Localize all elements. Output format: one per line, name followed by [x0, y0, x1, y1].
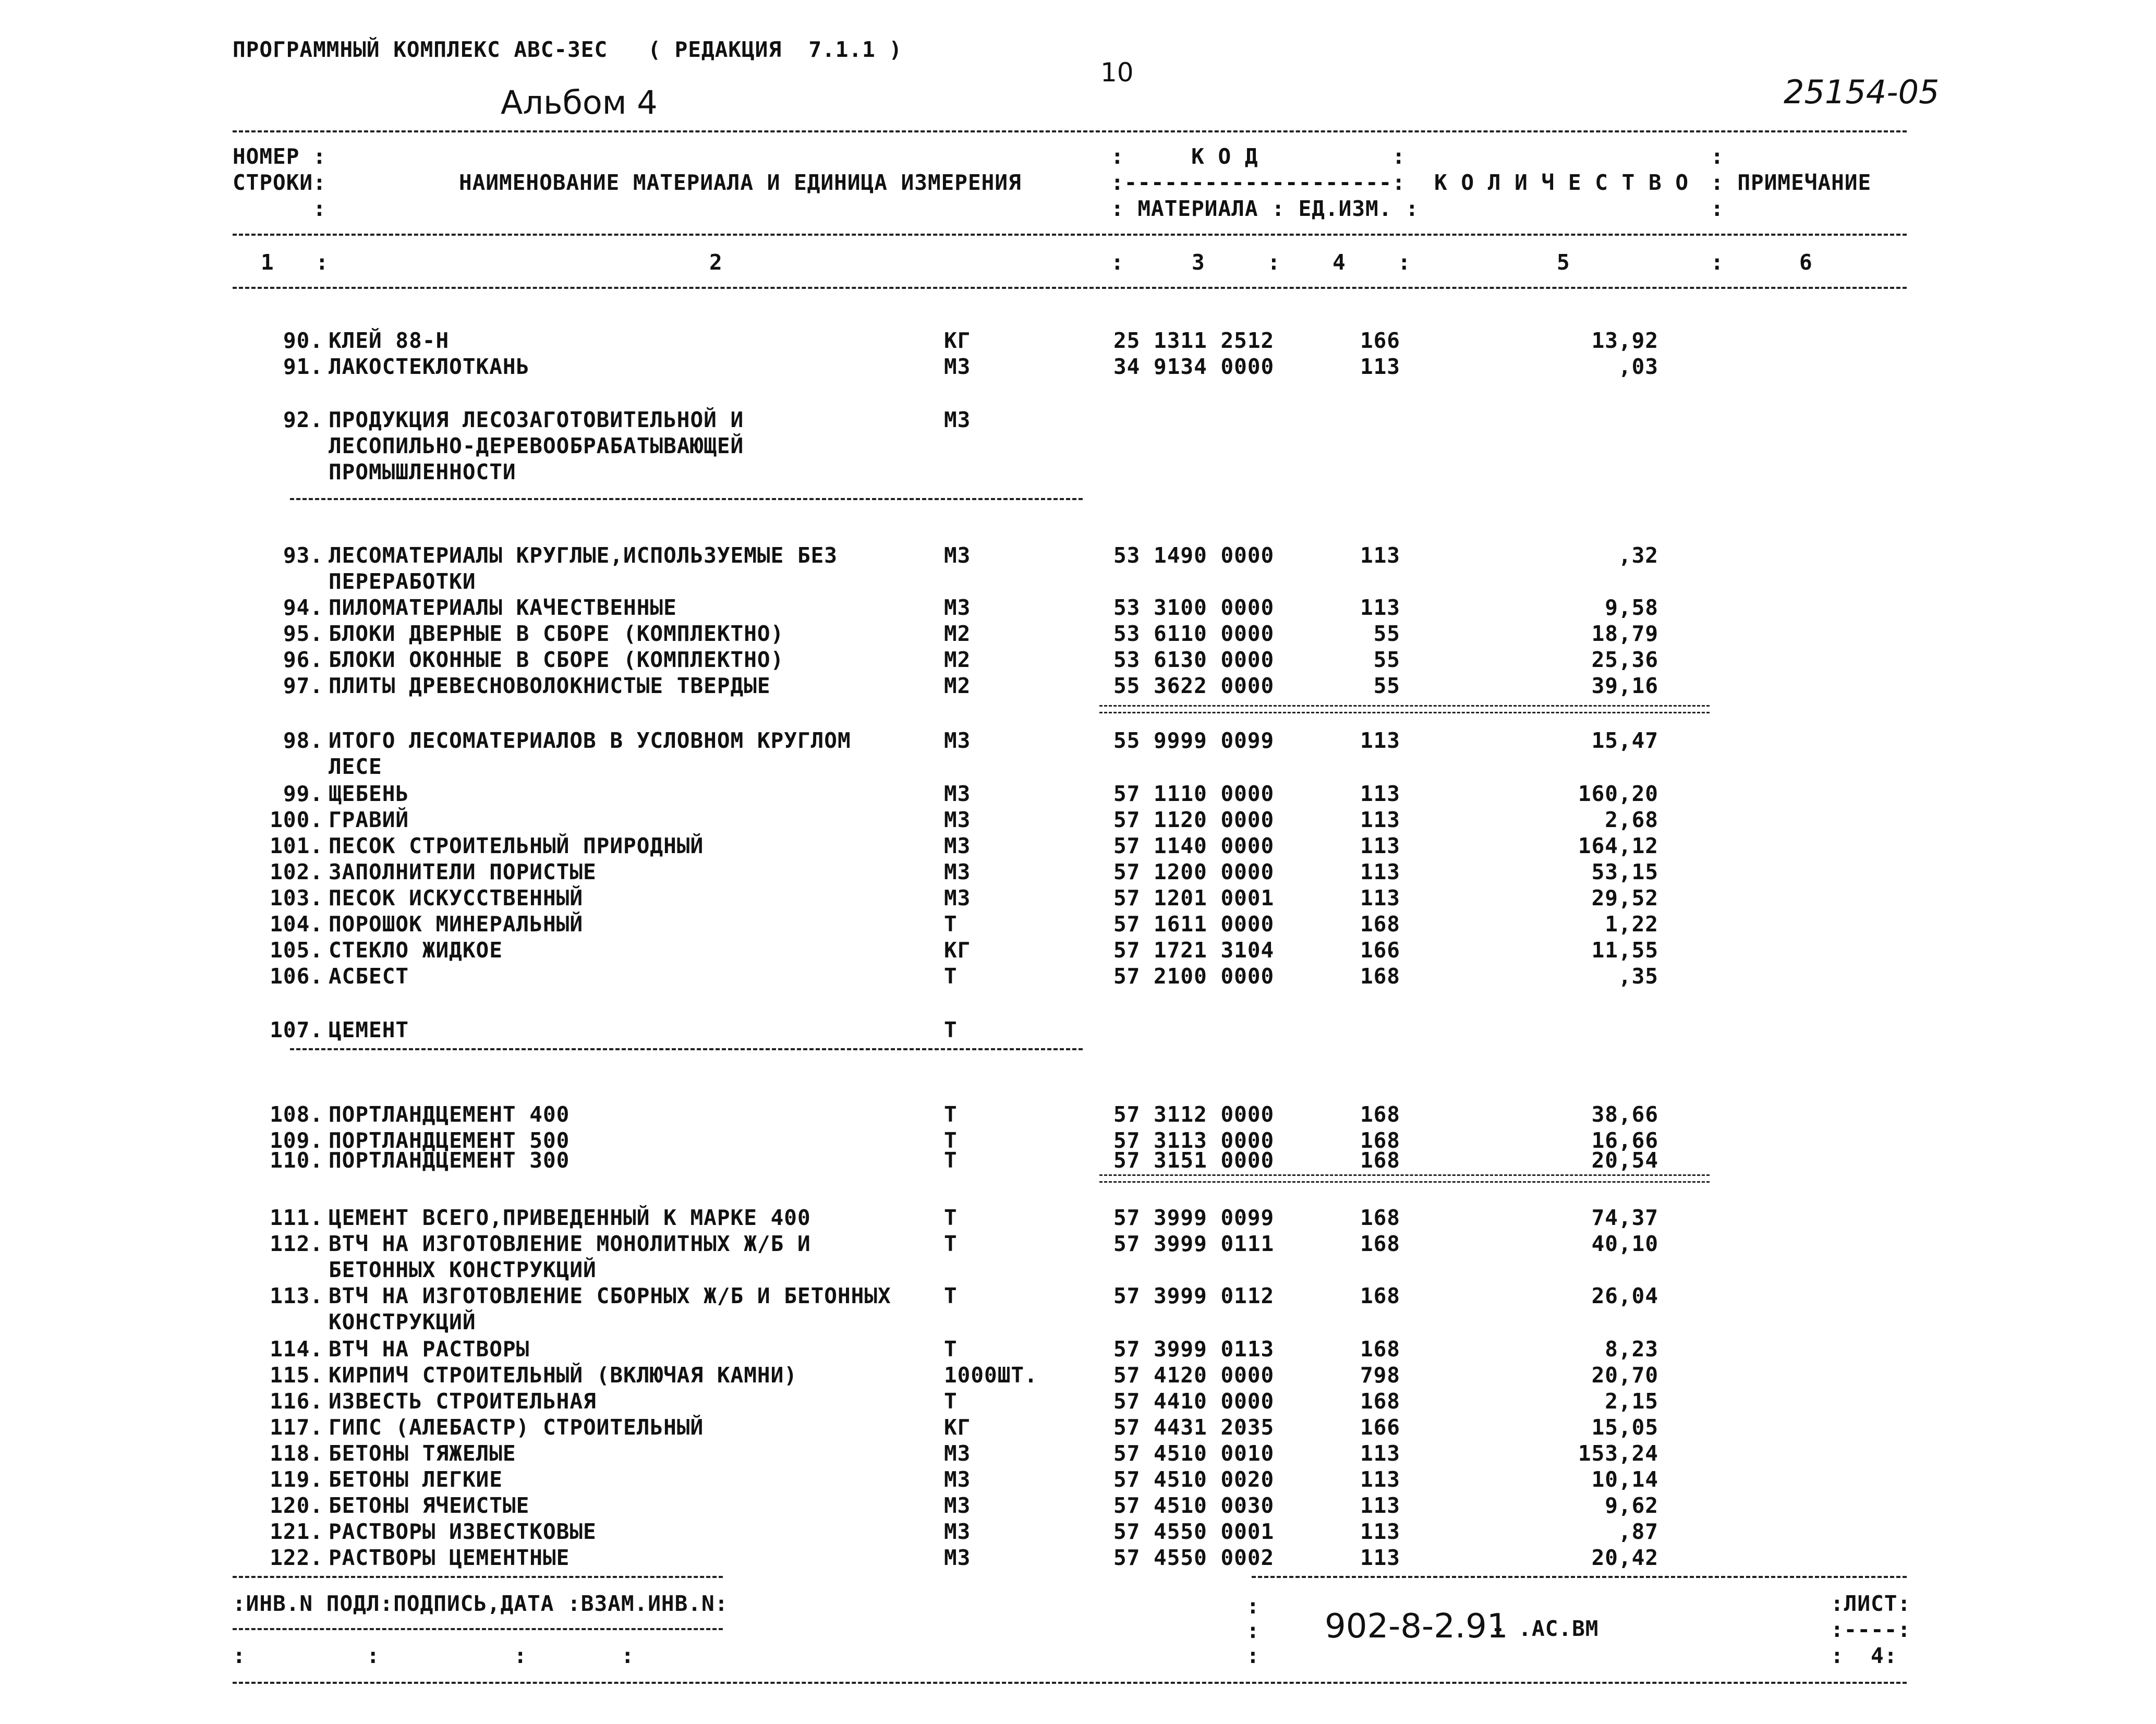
material-code: 57 4550 0002 — [1113, 1545, 1275, 1570]
unit-of-measure: Т — [944, 1283, 958, 1308]
material-name-line: БЛОКИ ДВЕРНЫЕ В СБОРЕ (КОМПЛЕКТНО) — [329, 621, 784, 646]
row-number: 112. — [270, 1231, 323, 1256]
unit-code: 166 — [1360, 1415, 1400, 1440]
material-code: 57 4510 0020 — [1113, 1467, 1275, 1492]
unit-code: 166 — [1360, 938, 1400, 963]
row-number: 121. — [270, 1519, 323, 1544]
quantity-value: ,35 — [1618, 964, 1658, 989]
col-number-2: 2 — [709, 250, 723, 275]
quantity-value: 1,22 — [1605, 912, 1658, 937]
material-name-line: ВТЧ НА РАСТВОРЫ — [329, 1337, 530, 1362]
material-name-line: ГРАВИЙ — [329, 807, 409, 832]
unit-of-measure: КГ — [944, 938, 971, 963]
material-code: 57 1110 0000 — [1113, 781, 1275, 806]
note-separator-top: : — [1711, 144, 1724, 169]
material-code: 55 9999 0099 — [1113, 728, 1275, 753]
row-number: 119. — [270, 1467, 323, 1492]
stamp-empty-cells: : : : : — [233, 1643, 635, 1668]
unit-code: 113 — [1360, 859, 1400, 884]
total-divider-98 — [1099, 705, 1710, 713]
material-name-line: ЛЕСОПИЛЬНО-ДЕРЕВООБРАБАТЫВАЮЩЕЙ — [329, 433, 744, 458]
quantity-value: 9,58 — [1605, 595, 1658, 620]
unit-code: 168 — [1360, 1205, 1400, 1230]
material-name-header: НАИМЕНОВАНИЕ МАТЕРИАЛА И ЕДИНИЦА ИЗМЕРЕНИЯ — [459, 170, 1022, 195]
unit-of-measure: М3 — [944, 728, 971, 753]
material-name-line: ЩЕБЕНЬ — [329, 781, 409, 806]
material-code: 57 4431 2035 — [1113, 1415, 1275, 1440]
quantity-value: 38,66 — [1591, 1102, 1658, 1127]
unit-of-measure: Т — [944, 1148, 958, 1173]
material-name-line: ПОРОШОК МИНЕРАЛЬНЫЙ — [329, 912, 583, 937]
material-name-line: ВТЧ НА ИЗГОТОВЛЕНИЕ СБОРНЫХ Ж/Б И БЕТОННЫХ — [329, 1283, 891, 1308]
material-name-line: ЦЕМЕНТ ВСЕГО,ПРИВЕДЕННЫЙ К МАРКЕ 400 — [329, 1205, 811, 1230]
unit-of-measure: М2 — [944, 647, 971, 672]
row-number: 113. — [270, 1283, 323, 1308]
quantity-value: ,87 — [1618, 1519, 1658, 1544]
material-name-line: БЕТОНЫ ТЯЖЕЛЫЕ — [329, 1441, 516, 1466]
material-code: 57 1611 0000 — [1113, 912, 1275, 937]
row-number: 93. — [283, 543, 323, 568]
quantity-value: 13,92 — [1591, 328, 1658, 353]
unit-code: 168 — [1360, 1337, 1400, 1362]
col-sep-3: : — [1267, 250, 1281, 275]
unit-of-measure: Т — [944, 1205, 958, 1230]
row-number: 117. — [270, 1415, 323, 1440]
material-code: 57 1721 3104 — [1113, 938, 1275, 963]
unit-of-measure: КГ — [944, 328, 971, 353]
header-rule-bottom — [233, 287, 1907, 289]
row-number: 103. — [270, 885, 323, 910]
quantity-value: 74,37 — [1591, 1205, 1658, 1230]
row-number: 116. — [270, 1389, 323, 1414]
unit-of-measure: М3 — [944, 859, 971, 884]
unit-code: 798 — [1360, 1363, 1400, 1388]
row-number: 98. — [283, 728, 323, 753]
material-name-line: КОНСТРУКЦИЙ — [329, 1309, 476, 1334]
unit-code: 113 — [1360, 1493, 1400, 1518]
unit-code: 168 — [1360, 1148, 1400, 1173]
quantity-value: 15,05 — [1591, 1415, 1658, 1440]
row-number: 110. — [270, 1148, 323, 1173]
unit-code: 113 — [1360, 1441, 1400, 1466]
unit-code: 113 — [1360, 833, 1400, 858]
stamp-rule-mid — [233, 1628, 723, 1630]
unit-code: 55 — [1373, 673, 1400, 698]
material-code: 25 1311 2512 — [1113, 328, 1275, 353]
stamp-labels: :ИНВ.N ПОДЛ:ПОДПИСЬ,ДАТА :ВЗАМ.ИНВ.N: — [233, 1591, 729, 1616]
material-code: 57 4550 0001 — [1113, 1519, 1275, 1544]
sheet-label: :ЛИСТ: — [1831, 1591, 1911, 1616]
unit-of-measure: Т — [944, 1231, 958, 1256]
quantity-value: 164,12 — [1578, 833, 1658, 858]
quantity-header: К О Л И Ч Е С Т В О — [1434, 170, 1689, 195]
material-name-line: ПЛИТЫ ДРЕВЕСНОВОЛОКНИСТЫЕ ТВЕРДЫЕ — [329, 673, 771, 698]
quantity-value: 18,79 — [1591, 621, 1658, 646]
row-number: 105. — [270, 938, 323, 963]
material-code: 57 1201 0001 — [1113, 885, 1275, 910]
material-code: 55 3622 0000 — [1113, 673, 1275, 698]
quantity-value: 20,70 — [1591, 1363, 1658, 1388]
unit-code: 168 — [1360, 1389, 1400, 1414]
quantity-value: 153,24 — [1578, 1441, 1658, 1466]
code-header-bottom: : МАТЕРИАЛА : ЕД.ИЗМ. : — [1111, 196, 1419, 221]
unit-of-measure: М3 — [944, 1545, 971, 1570]
quantity-value: 25,36 — [1591, 647, 1658, 672]
material-name-line: ЛЕСЕ — [329, 754, 382, 779]
material-name-line: ПОРТЛАНДЦЕМЕНТ 400 — [329, 1102, 570, 1127]
quantity-value: 11,55 — [1591, 938, 1658, 963]
unit-of-measure: М3 — [944, 885, 971, 910]
section-divider-92 — [290, 498, 1083, 500]
material-code: 57 4410 0000 — [1113, 1389, 1275, 1414]
document-suffix: - .АС.ВМ — [1492, 1616, 1599, 1641]
material-code: 57 2100 0000 — [1113, 964, 1275, 989]
material-name-line: БЕТОННЫХ КОНСТРУКЦИЙ — [329, 1257, 597, 1282]
material-name-line: ИТОГО ЛЕСОМАТЕРИАЛОВ В УСЛОВНОМ КРУГЛОМ — [329, 728, 851, 753]
col-number-6: 6 — [1799, 250, 1813, 275]
material-code: 57 4120 0000 — [1113, 1363, 1275, 1388]
quantity-value: 20,42 — [1591, 1545, 1658, 1570]
unit-code: 113 — [1360, 1545, 1400, 1570]
col-sep-4: : — [1398, 250, 1411, 275]
material-code: 57 1140 0000 — [1113, 833, 1275, 858]
material-code: 57 4510 0030 — [1113, 1493, 1275, 1518]
material-code: 57 4510 0010 — [1113, 1441, 1275, 1466]
quantity-value: 8,23 — [1605, 1337, 1658, 1362]
row-number: 115. — [270, 1363, 323, 1388]
row-number: 107. — [270, 1017, 323, 1042]
unit-of-measure: КГ — [944, 1415, 971, 1440]
document-code: 25154-05 — [1784, 73, 1940, 111]
footer-rule-bottom — [233, 1682, 1907, 1684]
quantity-value: 16,66 — [1591, 1128, 1658, 1153]
quantity-value: 15,47 — [1591, 728, 1658, 753]
sheet-separator: :----: — [1831, 1617, 1911, 1642]
unit-code: 168 — [1360, 1102, 1400, 1127]
material-name-line: ЦЕМЕНТ — [329, 1017, 409, 1042]
material-name-line: ВТЧ НА ИЗГОТОВЛЕНИЕ МОНОЛИТНЫХ Ж/Б И — [329, 1231, 811, 1256]
material-name-line: РАСТВОРЫ ИЗВЕСТКОВЫЕ — [329, 1519, 597, 1544]
code-header-separator: :--------------------: — [1111, 170, 1406, 195]
row-number-header-2: СТРОКИ: — [233, 170, 326, 195]
unit-of-measure: М3 — [944, 354, 971, 379]
row-number: 95. — [283, 621, 323, 646]
unit-code: 55 — [1373, 647, 1400, 672]
unit-of-measure: М3 — [944, 1493, 971, 1518]
quantity-value: 9,62 — [1605, 1493, 1658, 1518]
quantity-value: 160,20 — [1578, 781, 1658, 806]
material-name-line: РАСТВОРЫ ЦЕМЕНТНЫЕ — [329, 1545, 570, 1570]
quantity-value: 2,68 — [1605, 807, 1658, 832]
note-separator-bottom: : — [1711, 196, 1724, 221]
unit-code: 113 — [1360, 543, 1400, 568]
footer-colon-3: : — [1246, 1643, 1260, 1668]
quantity-value: ,03 — [1618, 354, 1658, 379]
header-rule-mid — [233, 234, 1907, 236]
material-code: 53 3100 0000 — [1113, 595, 1275, 620]
unit-of-measure: М3 — [944, 1519, 971, 1544]
quantity-value: ,32 — [1618, 543, 1658, 568]
material-code: 57 3999 0099 — [1113, 1205, 1275, 1230]
unit-of-measure: М2 — [944, 673, 971, 698]
material-code: 57 3999 0111 — [1113, 1231, 1275, 1256]
material-code: 57 3112 0000 — [1113, 1102, 1275, 1127]
col-number-5: 5 — [1557, 250, 1570, 275]
material-name-line: ПИЛОМАТЕРИАЛЫ КАЧЕСТВЕННЫЕ — [329, 595, 677, 620]
material-name-line: ПОРТЛАНДЦЕМЕНТ 300 — [329, 1148, 570, 1173]
row-number: 96. — [283, 647, 323, 672]
footer-rule-right — [1252, 1576, 1907, 1578]
quantity-value: 20,54 — [1591, 1148, 1658, 1173]
material-code: 53 1490 0000 — [1113, 543, 1275, 568]
row-number: 109. — [270, 1128, 323, 1153]
unit-of-measure: 1000ШТ. — [944, 1363, 1038, 1388]
row-number: 122. — [270, 1545, 323, 1570]
quantity-value: 40,10 — [1591, 1231, 1658, 1256]
document-designation: 902-8-2.91 — [1325, 1607, 1508, 1646]
unit-of-measure: М3 — [944, 1467, 971, 1492]
material-name-line: БЕТОНЫ ЯЧЕИСТЫЕ — [329, 1493, 530, 1518]
material-name-line: ПРОМЫШЛЕННОСТИ — [329, 459, 516, 484]
row-number: 120. — [270, 1493, 323, 1518]
total-divider-111 — [1099, 1174, 1710, 1183]
album-label: Альбом 4 — [501, 83, 658, 122]
material-name-line: СТЕКЛО ЖИДКОЕ — [329, 938, 503, 963]
material-code: 53 6130 0000 — [1113, 647, 1275, 672]
footer-colon-1: : — [1246, 1594, 1260, 1619]
row-number: 97. — [283, 673, 323, 698]
quantity-value: 29,52 — [1591, 885, 1658, 910]
unit-of-measure: Т — [944, 912, 958, 937]
material-name-line: ЛЕСОМАТЕРИАЛЫ КРУГЛЫЕ,ИСПОЛЬЗУЕМЫЕ БЕЗ — [329, 543, 838, 568]
header-rule-top — [233, 130, 1907, 132]
quantity-value: 26,04 — [1591, 1283, 1658, 1308]
material-code: 57 3999 0112 — [1113, 1283, 1275, 1308]
unit-code: 168 — [1360, 1283, 1400, 1308]
unit-of-measure: Т — [944, 1017, 958, 1042]
material-name-line: ЛАКОСТЕКЛОТКАНЬ — [329, 354, 530, 379]
unit-of-measure: М3 — [944, 807, 971, 832]
note-header: : ПРИМЕЧАНИЕ — [1711, 170, 1872, 195]
material-name-line: ПРОДУКЦИЯ ЛЕСОЗАГОТОВИТЕЛЬНОЙ И — [329, 407, 744, 432]
section-divider-107 — [290, 1048, 1083, 1050]
sheet-number: : 4: — [1831, 1643, 1898, 1668]
row-number: 106. — [270, 964, 323, 989]
row-number: 102. — [270, 859, 323, 884]
unit-of-measure: М3 — [944, 1441, 971, 1466]
unit-code: 113 — [1360, 354, 1400, 379]
material-code: 53 6110 0000 — [1113, 621, 1275, 646]
row-number: 104. — [270, 912, 323, 937]
row-number-header-3: : — [233, 196, 326, 221]
row-number: 94. — [283, 595, 323, 620]
material-name-line: ГИПС (АЛЕБАСТР) СТРОИТЕЛЬНЫЙ — [329, 1415, 704, 1440]
material-name-line: ПЕСОК ИСКУССТВЕННЫЙ — [329, 885, 583, 910]
unit-of-measure: Т — [944, 1102, 958, 1127]
material-name-line: КЛЕЙ 88-Н — [329, 328, 450, 353]
code-header-top: : К О Д : — [1111, 144, 1406, 169]
unit-code: 113 — [1360, 781, 1400, 806]
material-name-line: ПЕРЕРАБОТКИ — [329, 569, 476, 594]
material-name-line: ЗАПОЛНИТЕЛИ ПОРИСТЫЕ — [329, 859, 597, 884]
material-code: 57 1120 0000 — [1113, 807, 1275, 832]
unit-of-measure: М3 — [944, 407, 971, 432]
quantity-value: 53,15 — [1591, 859, 1658, 884]
unit-code: 113 — [1360, 1467, 1400, 1492]
material-name-line: КИРПИЧ СТРОИТЕЛЬНЫЙ (ВКЛЮЧАЯ КАМНИ) — [329, 1363, 797, 1388]
row-number-header-1: НОМЕР : — [233, 144, 326, 169]
row-number: 111. — [270, 1205, 323, 1230]
row-number: 108. — [270, 1102, 323, 1127]
material-name-line: АСБЕСТ — [329, 964, 409, 989]
col-number-4: 4 — [1333, 250, 1346, 275]
material-name-line: ПЕСОК СТРОИТЕЛЬНЫЙ ПРИРОДНЫЙ — [329, 833, 704, 858]
material-name-line: БЕТОНЫ ЛЕГКИЕ — [329, 1467, 503, 1492]
unit-of-measure: Т — [944, 1389, 958, 1414]
unit-of-measure: Т — [944, 1337, 958, 1362]
unit-code: 168 — [1360, 964, 1400, 989]
row-number: 114. — [270, 1337, 323, 1362]
quantity-value: 2,15 — [1605, 1389, 1658, 1414]
footer-colon-2: : — [1246, 1618, 1260, 1643]
unit-code: 168 — [1360, 1231, 1400, 1256]
row-number: 90. — [283, 328, 323, 353]
quantity-value: 10,14 — [1591, 1467, 1658, 1492]
unit-code: 113 — [1360, 807, 1400, 832]
quantity-value: 39,16 — [1591, 673, 1658, 698]
material-code: 34 9134 0000 — [1113, 354, 1275, 379]
unit-code: 113 — [1360, 595, 1400, 620]
unit-of-measure: М3 — [944, 781, 971, 806]
unit-of-measure: Т — [944, 1128, 958, 1153]
unit-code: 168 — [1360, 912, 1400, 937]
unit-of-measure: М3 — [944, 543, 971, 568]
unit-of-measure: М3 — [944, 833, 971, 858]
material-code: 57 3151 0000 — [1113, 1148, 1275, 1173]
col-sep-5: : — [1711, 250, 1724, 275]
col-sep-2: : — [1111, 250, 1124, 275]
unit-of-measure: М2 — [944, 621, 971, 646]
unit-of-measure: Т — [944, 964, 958, 989]
unit-code: 55 — [1373, 621, 1400, 646]
material-name-line: ПОРТЛАНДЦЕМЕНТ 500 — [329, 1128, 570, 1153]
material-name-line: БЛОКИ ОКОННЫЕ В СБОРЕ (КОМПЛЕКТНО) — [329, 647, 784, 672]
col-number-1: 1 — [261, 250, 274, 275]
material-code: 57 3999 0113 — [1113, 1337, 1275, 1362]
material-name-line: ИЗВЕСТЬ СТРОИТЕЛЬНАЯ — [329, 1389, 597, 1414]
unit-code: 166 — [1360, 328, 1400, 353]
row-number: 118. — [270, 1441, 323, 1466]
unit-of-measure: М3 — [944, 595, 971, 620]
col-sep-1: : — [316, 250, 329, 275]
unit-code: 113 — [1360, 885, 1400, 910]
row-number: 99. — [283, 781, 323, 806]
material-code: 57 3113 0000 — [1113, 1128, 1275, 1153]
unit-code: 168 — [1360, 1128, 1400, 1153]
unit-code: 113 — [1360, 728, 1400, 753]
stamp-rule-top — [233, 1576, 723, 1578]
page-number: 10 — [1100, 57, 1134, 88]
program-title: ПРОГРАММНЫЙ КОМПЛЕКС АВС-3ЕС ( РЕДАКЦИЯ 7.1.1 ) — [233, 37, 903, 62]
row-number: 101. — [270, 833, 323, 858]
col-number-3: 3 — [1192, 250, 1205, 275]
row-number: 91. — [283, 354, 323, 379]
row-number: 100. — [270, 807, 323, 832]
unit-code: 113 — [1360, 1519, 1400, 1544]
row-number: 92. — [283, 407, 323, 432]
material-code: 57 1200 0000 — [1113, 859, 1275, 884]
